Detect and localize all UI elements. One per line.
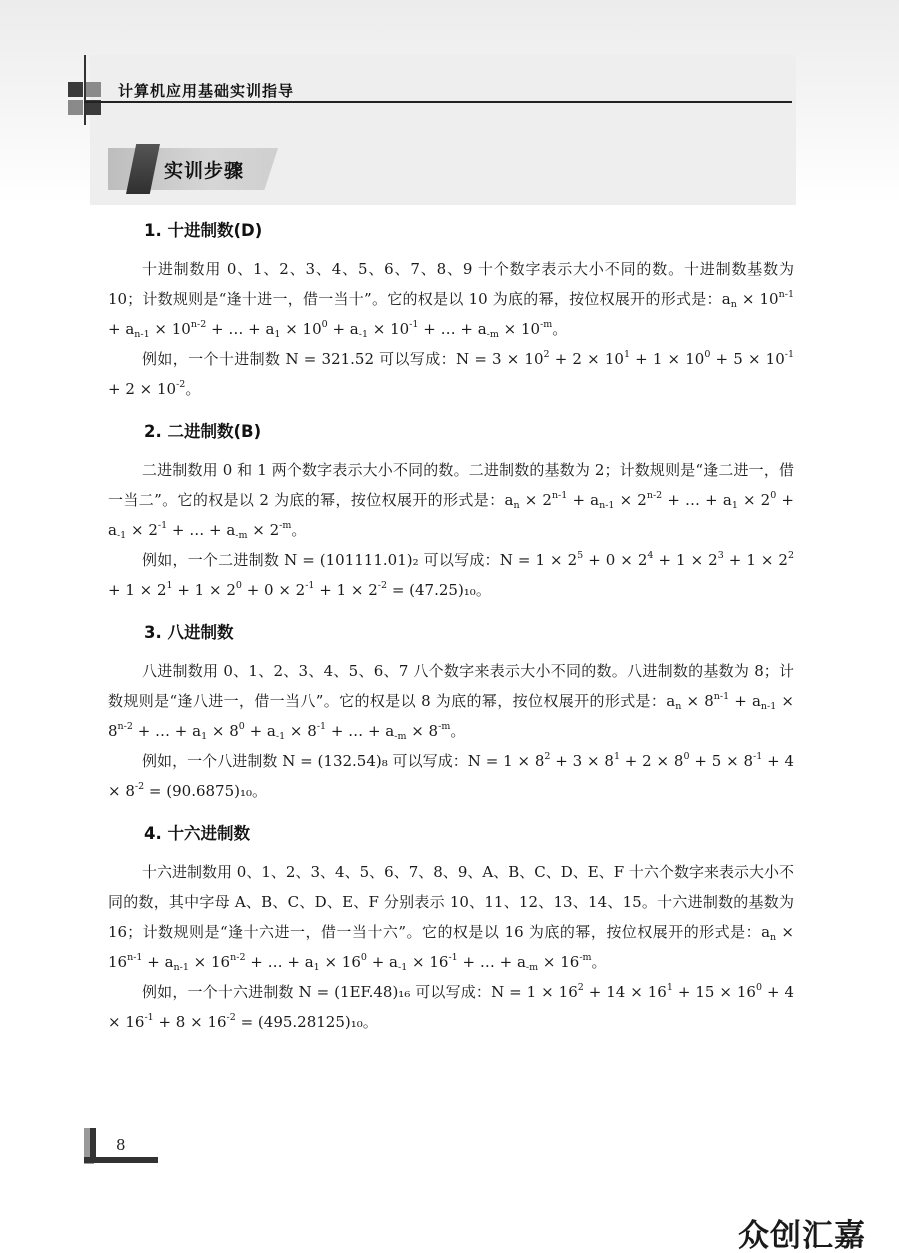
expansion-formula: $a_n \times 10^{n-1} + a_{n-1} \times 10^{n-2}$ + … + $a_1 \times 10^0 + a_{-1} \times 10^{-1}$ + … + $a_{-m} \times 10^{-m}$。 (108, 288, 794, 340)
expansion-formula: $a_n \times 8^{n-1} + a_{n-1} \times 8^{n-2}$ + … + $a_1 \times 8^0 + a_{-1} \times 8^{-1}$ + … + $a_{-m} \times 8^{-m}$。 (108, 690, 794, 742)
expansion-formula: $a_n \times 2^{n-1} + a_{n-1} \times 2^{n-2}$ + … + $a_1 \times 2^0 + a_{-1} \times 2^{-1}$ + … + $a_{-m} \times 2^{-m}$。 (108, 489, 794, 541)
header-rule (84, 101, 792, 103)
example-formula: $N = 1 \times 8^2 + 3 \times 8^1 + 2 \times 8^0 + 5 \times 8^{-1} + 4 \times 8^{-2} = (90.6875)_{10}$。 (108, 750, 795, 800)
section-heading: 3. 八进制数 (144, 623, 234, 642)
banner-label: 实训步骤 (164, 160, 245, 182)
book-title: 计算机应用基础实训指导 (118, 82, 295, 100)
paragraph-text: 二进制数用 0 和 1 两个数字表示大小不同的数。二进制数的基数为 2；计数规则是“逢二进一，借一当二”。它的权是以 2 为底的幂，按位权展开的形式是： (108, 461, 794, 509)
main-content (108, 203, 794, 1037)
example-formula: $N = 1 \times 16^2 + 14 \times 16^1 + 15 \times 16^0 + 4 \times 16^{-1} + 8 \times 16^{-2} = (495.28125)_{10}$。 (108, 981, 794, 1031)
section-banner (108, 148, 278, 190)
paragraph-text: 十六进制数用 0、1、2、3、4、5、6、7、8、9、A、B、C、D、E、F 十六个数字来表示大小不同的数，其中字母 A、B、C、D、E、F 分别表示 10、11、12、13、14、15。十六进制数的基数为 16；计数规则是“逢十六进一，借一当十六”。它的权是以 16 为底的幂，按位权展开的形式是： (108, 863, 794, 941)
example-paragraph (108, 344, 794, 404)
example-formula: $N = 3 \times 10^2 + 2 \times 10^1 + 1 \times 10^0 + 5 \times 10^{-1} + 2 \times 10^{-2}$。 (108, 348, 795, 398)
footer-horizontal-bar (84, 1157, 158, 1163)
example-paragraph (108, 545, 794, 605)
example-intro: 例如，一个八进制数 N = (132.54)₈ 可以写成： (142, 752, 468, 770)
publisher-watermark: 众创汇嘉 (738, 1218, 866, 1253)
section-heading: 2. 二进制数(B) (144, 422, 262, 441)
paragraph (108, 254, 794, 344)
example-intro: 例如，一个十进制数 N = 321.52 可以写成： (142, 350, 457, 368)
paragraph (108, 656, 794, 746)
paragraph-text: 八进制数用 0、1、2、3、4、5、6、7 八个数字来表示大小不同的数。八进制数的基数为 8；计数规则是“逢八进一，借一当八”。它的权是以 8 为底的幂，按位权展开的形式是： (108, 662, 794, 710)
paragraph (108, 455, 794, 545)
section-octal (108, 619, 794, 806)
example-intro: 例如，一个二进制数 N = (101111.01)₂ 可以写成： (142, 551, 500, 569)
section-heading: 4. 十六进制数 (144, 824, 250, 843)
page-number: 8 (116, 1136, 126, 1154)
example-intro: 例如，一个十六进制数 N = (1EF.48)₁₆ 可以写成： (142, 983, 492, 1001)
example-formula: $N = 1 \times 2^5 + 0 \times 2^4 + 1 \times 2^3 + 1 \times 2^2 + 1 \times 2^1 + 1 \times 2^0 + 0 \times 2^{-1} + 1 \times 2^{-2} = (47.25)_{10}$。 (108, 549, 795, 599)
section-hexadecimal (108, 820, 794, 1037)
expansion-formula: $a_n \times 16^{n-1} + a_{n-1} \times 16^{n-2}$ + … + $a_1 \times 16^0 + a_{-1} \times 16^{-1}$ + … + $a_{-m} \times 16^{-m}$。 (108, 923, 794, 973)
paragraph-text: 十进制数用 0、1、2、3、4、5、6、7、8、9 十个数字表示大小不同的数。十进制数基数为 10；计数规则是“逢十进一，借一当十”。它的权是以 10 为底的幂，按位权展开的形式是： (108, 260, 794, 308)
header-vertical-rule (84, 55, 86, 125)
example-paragraph (108, 977, 794, 1037)
example-paragraph (108, 746, 794, 806)
section-heading: 1. 十进制数(D) (144, 221, 263, 240)
section-binary (108, 418, 794, 605)
section-decimal (108, 217, 794, 404)
paragraph (108, 857, 794, 977)
